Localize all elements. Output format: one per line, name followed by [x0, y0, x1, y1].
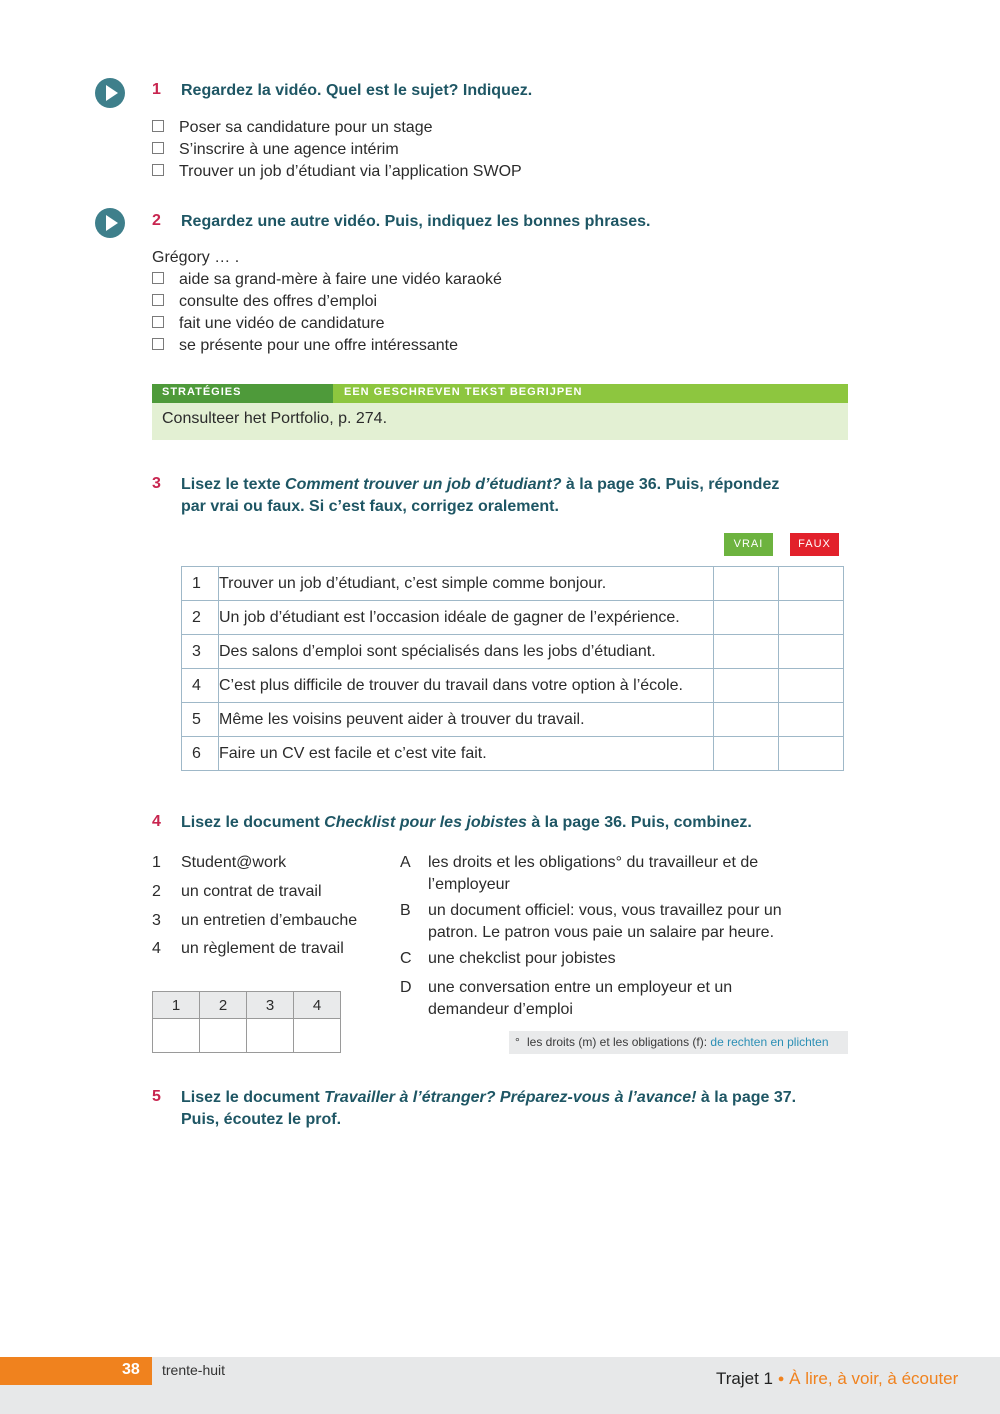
ex2-option-1[interactable]	[152, 269, 502, 291]
item-letter: B	[400, 902, 411, 919]
footnote-mark: °	[515, 1035, 520, 1049]
item-text-line: une conversation entre un employeur et un	[428, 979, 733, 996]
answer-grid-row	[153, 1019, 341, 1053]
match-right-item-b	[400, 900, 840, 941]
footer-section	[716, 1369, 958, 1389]
item-text: un contrat de travail	[181, 883, 322, 900]
exercise-3-title	[181, 474, 779, 518]
strategies-header	[152, 384, 848, 403]
item-text: un entretien d’embauche	[181, 912, 358, 929]
faux-cell[interactable]	[779, 635, 844, 669]
strategies-body	[152, 403, 848, 440]
checkbox[interactable]	[152, 120, 164, 132]
play-video-icon[interactable]	[95, 208, 125, 238]
ex1-option-1[interactable]	[152, 117, 433, 139]
item-text-line: un document officiel: vous, vous travaillez pour un	[428, 902, 782, 919]
option-label: fait une vidéo de candidature	[179, 315, 385, 332]
item-text: Student@work	[181, 854, 287, 871]
statement-number: 5	[182, 703, 219, 737]
statement-number: 3	[182, 635, 219, 669]
exercise-3-number: 3	[152, 475, 161, 492]
page-number-words: trente-huit	[162, 1362, 226, 1378]
item-number: 4	[152, 940, 161, 957]
answer-grid	[152, 991, 341, 1053]
table-row	[182, 601, 844, 635]
footnote-text: les droits (m) et les obligations (f):	[527, 1035, 708, 1049]
match-left-item-1	[152, 852, 287, 874]
ex1-option-2[interactable]	[152, 139, 399, 161]
exercise-5-number: 5	[152, 1088, 161, 1105]
statement-number: 1	[182, 567, 219, 601]
table-row	[182, 567, 844, 601]
answer-cell[interactable]	[247, 1019, 294, 1053]
match-left-item-2	[152, 881, 322, 903]
option-label: se présente pour une offre intéressante	[179, 337, 458, 354]
title-document-name: Comment trouver un job d’étudiant?	[285, 476, 562, 493]
section-title: Trajet 1	[716, 1369, 774, 1388]
answer-grid-header	[153, 992, 341, 1019]
ex2-option-3[interactable]	[152, 313, 384, 335]
item-text	[428, 977, 732, 1021]
checkbox[interactable]	[152, 294, 164, 306]
table-row	[182, 635, 844, 669]
exercise-4-title	[181, 812, 752, 834]
option-label: aide sa grand-mère à faire une vidéo karaoké	[179, 271, 502, 288]
statement-text: Un job d’étudiant est l’occasion idéale de gagner de l’expérience.	[219, 601, 714, 635]
statement-number: 2	[182, 601, 219, 635]
exercise-2-number: 2	[152, 212, 161, 229]
page-number: 38	[122, 1361, 140, 1378]
title-part: Lisez le document	[181, 814, 325, 831]
item-text-line: patron. Le patron vous paie un salaire par heure.	[428, 924, 775, 941]
checkbox[interactable]	[152, 316, 164, 328]
exercise-4-number: 4	[152, 813, 161, 830]
checkbox[interactable]	[152, 164, 164, 176]
title-document-name: Checklist pour les jobistes	[324, 814, 527, 831]
strategies-label: STRATÉGIES	[162, 386, 242, 398]
answer-cell[interactable]	[153, 1019, 200, 1053]
vrai-cell[interactable]	[714, 703, 779, 737]
strategies-heading: EEN GESCHREVEN TEKST BEGRIJPEN	[344, 386, 583, 398]
grid-header: 4	[294, 992, 341, 1019]
option-label: S’inscrire à une agence intérim	[179, 141, 399, 158]
option-label: consulte des offres d’emploi	[179, 293, 378, 310]
vrai-cell[interactable]	[714, 635, 779, 669]
grid-header: 3	[247, 992, 294, 1019]
table-row	[182, 669, 844, 703]
ex2-stem: Grégory … .	[152, 249, 240, 266]
match-right-item-d	[400, 977, 840, 1018]
statement-text: Trouver un job d’étudiant, c’est simple comme bonjour.	[219, 567, 714, 601]
exercise-1-number: 1	[152, 81, 161, 98]
item-number: 2	[152, 883, 161, 900]
item-text	[428, 948, 616, 970]
footnote-translation: de rechten en plichten	[710, 1035, 829, 1049]
statement-text: Même les voisins peuvent aider à trouver du travail.	[219, 703, 714, 737]
exercise-2-title: Regardez une autre vidéo. Puis, indiquez les bonnes phrases.	[181, 213, 651, 230]
statement-text: C’est plus difficile de trouver du travail dans votre option à l’école.	[219, 669, 714, 703]
title-part: Lisez le document	[181, 1089, 325, 1106]
play-video-icon[interactable]	[95, 78, 125, 108]
title-part: à la page 36. Puis, répondez	[561, 476, 780, 493]
item-number: 3	[152, 912, 161, 929]
vrai-cell[interactable]	[714, 601, 779, 635]
match-left-item-4	[152, 938, 344, 960]
option-label: Trouver un job d’étudiant via l’application SWOP	[179, 163, 522, 180]
footnote	[509, 1031, 848, 1054]
faux-cell[interactable]	[779, 703, 844, 737]
match-right-item-a	[400, 852, 840, 893]
ex1-option-3[interactable]	[152, 161, 522, 183]
item-number: 1	[152, 854, 161, 871]
grid-header: 2	[200, 992, 247, 1019]
item-text	[428, 900, 782, 944]
ex2-option-4[interactable]	[152, 335, 458, 357]
title-part: Lisez le texte	[181, 476, 286, 493]
item-text-line: une chekclist pour jobistes	[428, 950, 616, 967]
exercise-1-title: Regardez la vidéo. Quel est le sujet? Indiquez.	[181, 82, 533, 99]
footnote-content	[527, 1031, 829, 1054]
vrai-cell[interactable]	[714, 669, 779, 703]
statement-number: 4	[182, 669, 219, 703]
checkbox[interactable]	[152, 272, 164, 284]
vrai-cell[interactable]	[714, 567, 779, 601]
statement-number: 6	[182, 737, 219, 771]
faux-cell[interactable]	[779, 669, 844, 703]
title-document-name: Travailler à l’étranger? Préparez-vous à l’avance!	[324, 1089, 697, 1106]
option-label: Poser sa candidature pour un stage	[179, 119, 433, 136]
item-text: un règlement de travail	[181, 940, 344, 957]
vrai-badge: VRAI	[724, 533, 773, 556]
answer-cell[interactable]	[294, 1019, 341, 1053]
bullet-icon: ●	[777, 1373, 785, 1385]
strategies-text: Consulteer het Portfolio, p. 274.	[162, 410, 388, 427]
item-letter: A	[400, 854, 411, 871]
ex2-option-2[interactable]	[152, 291, 377, 313]
statement-text: Faire un CV est facile et c’est vite fait.	[219, 737, 714, 771]
grid-header: 1	[153, 992, 200, 1019]
table-row	[182, 737, 844, 771]
section-subtitle: À lire, à voir, à écouter	[789, 1369, 959, 1388]
checkbox[interactable]	[152, 338, 164, 350]
item-text-line: demandeur d’emploi	[428, 1001, 573, 1018]
title-part: à la page 37.	[696, 1089, 797, 1106]
item-letter: C	[400, 950, 412, 967]
answer-cell[interactable]	[200, 1019, 247, 1053]
item-letter: D	[400, 979, 412, 996]
item-text-line: l’employeur	[428, 876, 510, 893]
faux-cell[interactable]	[779, 601, 844, 635]
title-part: Puis, écoutez le prof.	[181, 1111, 342, 1128]
match-right-item-c	[400, 948, 840, 970]
checkbox[interactable]	[152, 142, 164, 154]
item-text-line: les droits et les obligations° du travailleur et de	[428, 854, 759, 871]
title-part: par vrai ou faux. Si c’est faux, corrigez oralement.	[181, 498, 559, 515]
statement-text: Des salons d’emploi sont spécialisés dans les jobs d’étudiant.	[219, 635, 714, 669]
faux-cell[interactable]	[779, 567, 844, 601]
faux-badge: FAUX	[790, 533, 839, 556]
vrai-cell[interactable]	[714, 737, 779, 771]
title-part: à la page 36. Puis, combinez.	[526, 814, 752, 831]
item-text	[428, 852, 758, 896]
table-row	[182, 703, 844, 737]
faux-cell[interactable]	[779, 737, 844, 771]
exercise-5-title	[181, 1087, 796, 1131]
true-false-table	[181, 566, 844, 771]
match-left-item-3	[152, 910, 358, 932]
